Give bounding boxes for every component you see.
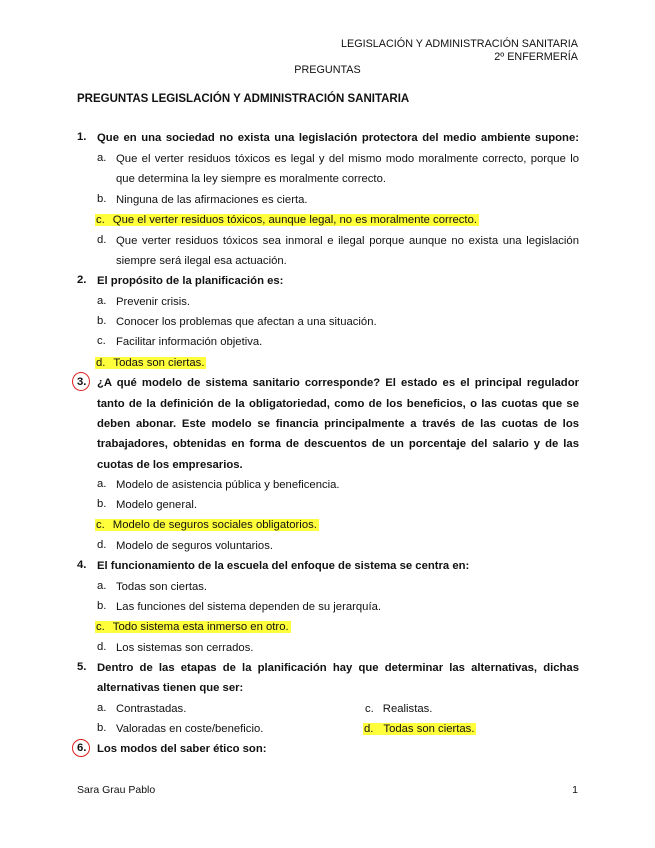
q1-c-label: c. bbox=[96, 214, 105, 226]
q5-d-label: d. bbox=[364, 723, 374, 735]
q2-c-text: Facilitar información objetiva. bbox=[116, 336, 263, 348]
q2-b-label: b. bbox=[97, 315, 107, 327]
q3-line3: deben abonar. Este modelo se financia principalmente a través de las cuotas de los bbox=[97, 418, 579, 430]
q4-b-text: Las funciones del sistema dependen de su jerarquía. bbox=[116, 601, 382, 613]
q6-number: 6. bbox=[77, 742, 87, 754]
q2-d-label: d. bbox=[96, 357, 106, 369]
header-course: 2º ENFERMERÍA bbox=[494, 50, 578, 63]
q5-b-text: Valoradas en coste/beneficio. bbox=[116, 723, 264, 735]
running-header bbox=[341, 38, 578, 63]
q2-b-text: Conocer los problemas que afectan a una situación. bbox=[116, 316, 377, 328]
q1-a-line1: Que el verter residuos tóxicos es legal y del mismo modo moralmente correcto, porque lo bbox=[116, 153, 579, 165]
q3-line5: cuotas de los empresarios. bbox=[97, 459, 243, 471]
q5-a-text: Contrastadas. bbox=[116, 703, 187, 715]
q5-d-text: Todas son ciertas. bbox=[375, 723, 476, 735]
header-section: PREGUNTAS bbox=[294, 64, 361, 76]
q3-a-text: Modelo de asistencia pública y beneficencia. bbox=[116, 479, 340, 491]
q2-a-label: a. bbox=[97, 295, 107, 307]
footer-author: Sara Grau Pablo bbox=[77, 784, 156, 796]
q1-question: Que en una sociedad no exista una legislación protectora del medio ambiente supone: bbox=[97, 132, 579, 144]
q3-c-text: Modelo de seguros sociales obligatorios. bbox=[107, 519, 319, 531]
q1-number: 1. bbox=[77, 131, 87, 143]
q3-b-text: Modelo general. bbox=[116, 499, 198, 511]
q2-number: 2. bbox=[77, 274, 87, 286]
q6-question: Los modos del saber ético son: bbox=[97, 743, 267, 755]
q1-c-text: Que el verter residuos tóxicos, aunque legal, no es moralmente correcto. bbox=[107, 214, 479, 226]
q1-d-label: d. bbox=[97, 234, 107, 246]
q1-c-highlight bbox=[95, 213, 479, 227]
q5-d-highlight bbox=[363, 722, 476, 736]
q3-c-label: c. bbox=[96, 519, 105, 531]
q3-a-label: a. bbox=[97, 478, 107, 490]
q4-question: El funcionamiento de la escuela del enfoque de sistema se centra en: bbox=[97, 560, 470, 572]
q3-line2: tanto de la definición de la obligatoriedad, como de los beneficios, o las cuotas que se bbox=[97, 398, 579, 410]
q1-a-line2: que determina la ley siempre es moralmente correcto. bbox=[116, 173, 386, 185]
q5-a-label: a. bbox=[97, 702, 107, 714]
q5-c-text: Realistas. bbox=[382, 703, 433, 715]
q2-question: El propósito de la planificación es: bbox=[97, 275, 284, 287]
q5-line1: Dentro de las etapas de la planificación hay que determinar las alternativas, dichas bbox=[97, 662, 579, 674]
q1-d-line1: Que verter residuos tóxicos sea inmoral e ilegal porque aunque no exista una legislación bbox=[116, 235, 579, 247]
q4-a-text: Todas son ciertas. bbox=[116, 581, 208, 593]
q4-c-label: c. bbox=[96, 621, 105, 633]
q3-d-label: d. bbox=[97, 539, 107, 551]
q1-d-line2: siempre será ilegal esa actuación. bbox=[116, 255, 287, 267]
q4-a-label: a. bbox=[97, 580, 107, 592]
q2-a-text: Prevenir crisis. bbox=[116, 296, 191, 308]
q3-c-highlight bbox=[95, 518, 319, 532]
q5-c-label: c. bbox=[365, 703, 374, 715]
q3-b-label: b. bbox=[97, 498, 107, 510]
q4-d-label: d. bbox=[97, 641, 107, 653]
q2-d-highlight bbox=[95, 356, 206, 370]
q1-b-label: b. bbox=[97, 193, 107, 205]
q1-a-label: a. bbox=[97, 152, 107, 164]
q4-d-text: Los sistemas son cerrados. bbox=[116, 642, 254, 654]
q3-line4: trabajadores, obtenidas en forma de descuentos de un porcentaje del salario y de las bbox=[97, 438, 579, 450]
q4-c-highlight bbox=[95, 620, 291, 634]
q3-d-text: Modelo de seguros voluntarios. bbox=[116, 540, 273, 552]
q4-number: 4. bbox=[77, 559, 87, 571]
q5-number: 5. bbox=[77, 661, 87, 673]
q5-line2: alternativas tienen que ser: bbox=[97, 682, 244, 694]
q5-b-label: b. bbox=[97, 722, 107, 734]
q5-c-option bbox=[365, 702, 432, 716]
q2-c-label: c. bbox=[97, 335, 106, 347]
q2-d-text: Todas son ciertas. bbox=[107, 357, 206, 369]
q3-number: 3. bbox=[77, 376, 87, 388]
document-title: PREGUNTAS LEGISLACIÓN Y ADMINISTRACIÓN SANITARIA bbox=[77, 93, 410, 105]
header-subject: LEGISLACIÓN Y ADMINISTRACIÓN SANITARIA bbox=[341, 38, 578, 50]
q1-b-text: Ninguna de las afirmaciones es cierta. bbox=[116, 194, 308, 206]
page-number: 1 bbox=[572, 784, 578, 796]
q4-c-text: Todo sistema esta inmerso en otro. bbox=[107, 621, 291, 633]
q4-b-label: b. bbox=[97, 600, 107, 612]
q3-line1: ¿A qué modelo de sistema sanitario corresponde? El estado es el principal regulador bbox=[97, 377, 579, 389]
